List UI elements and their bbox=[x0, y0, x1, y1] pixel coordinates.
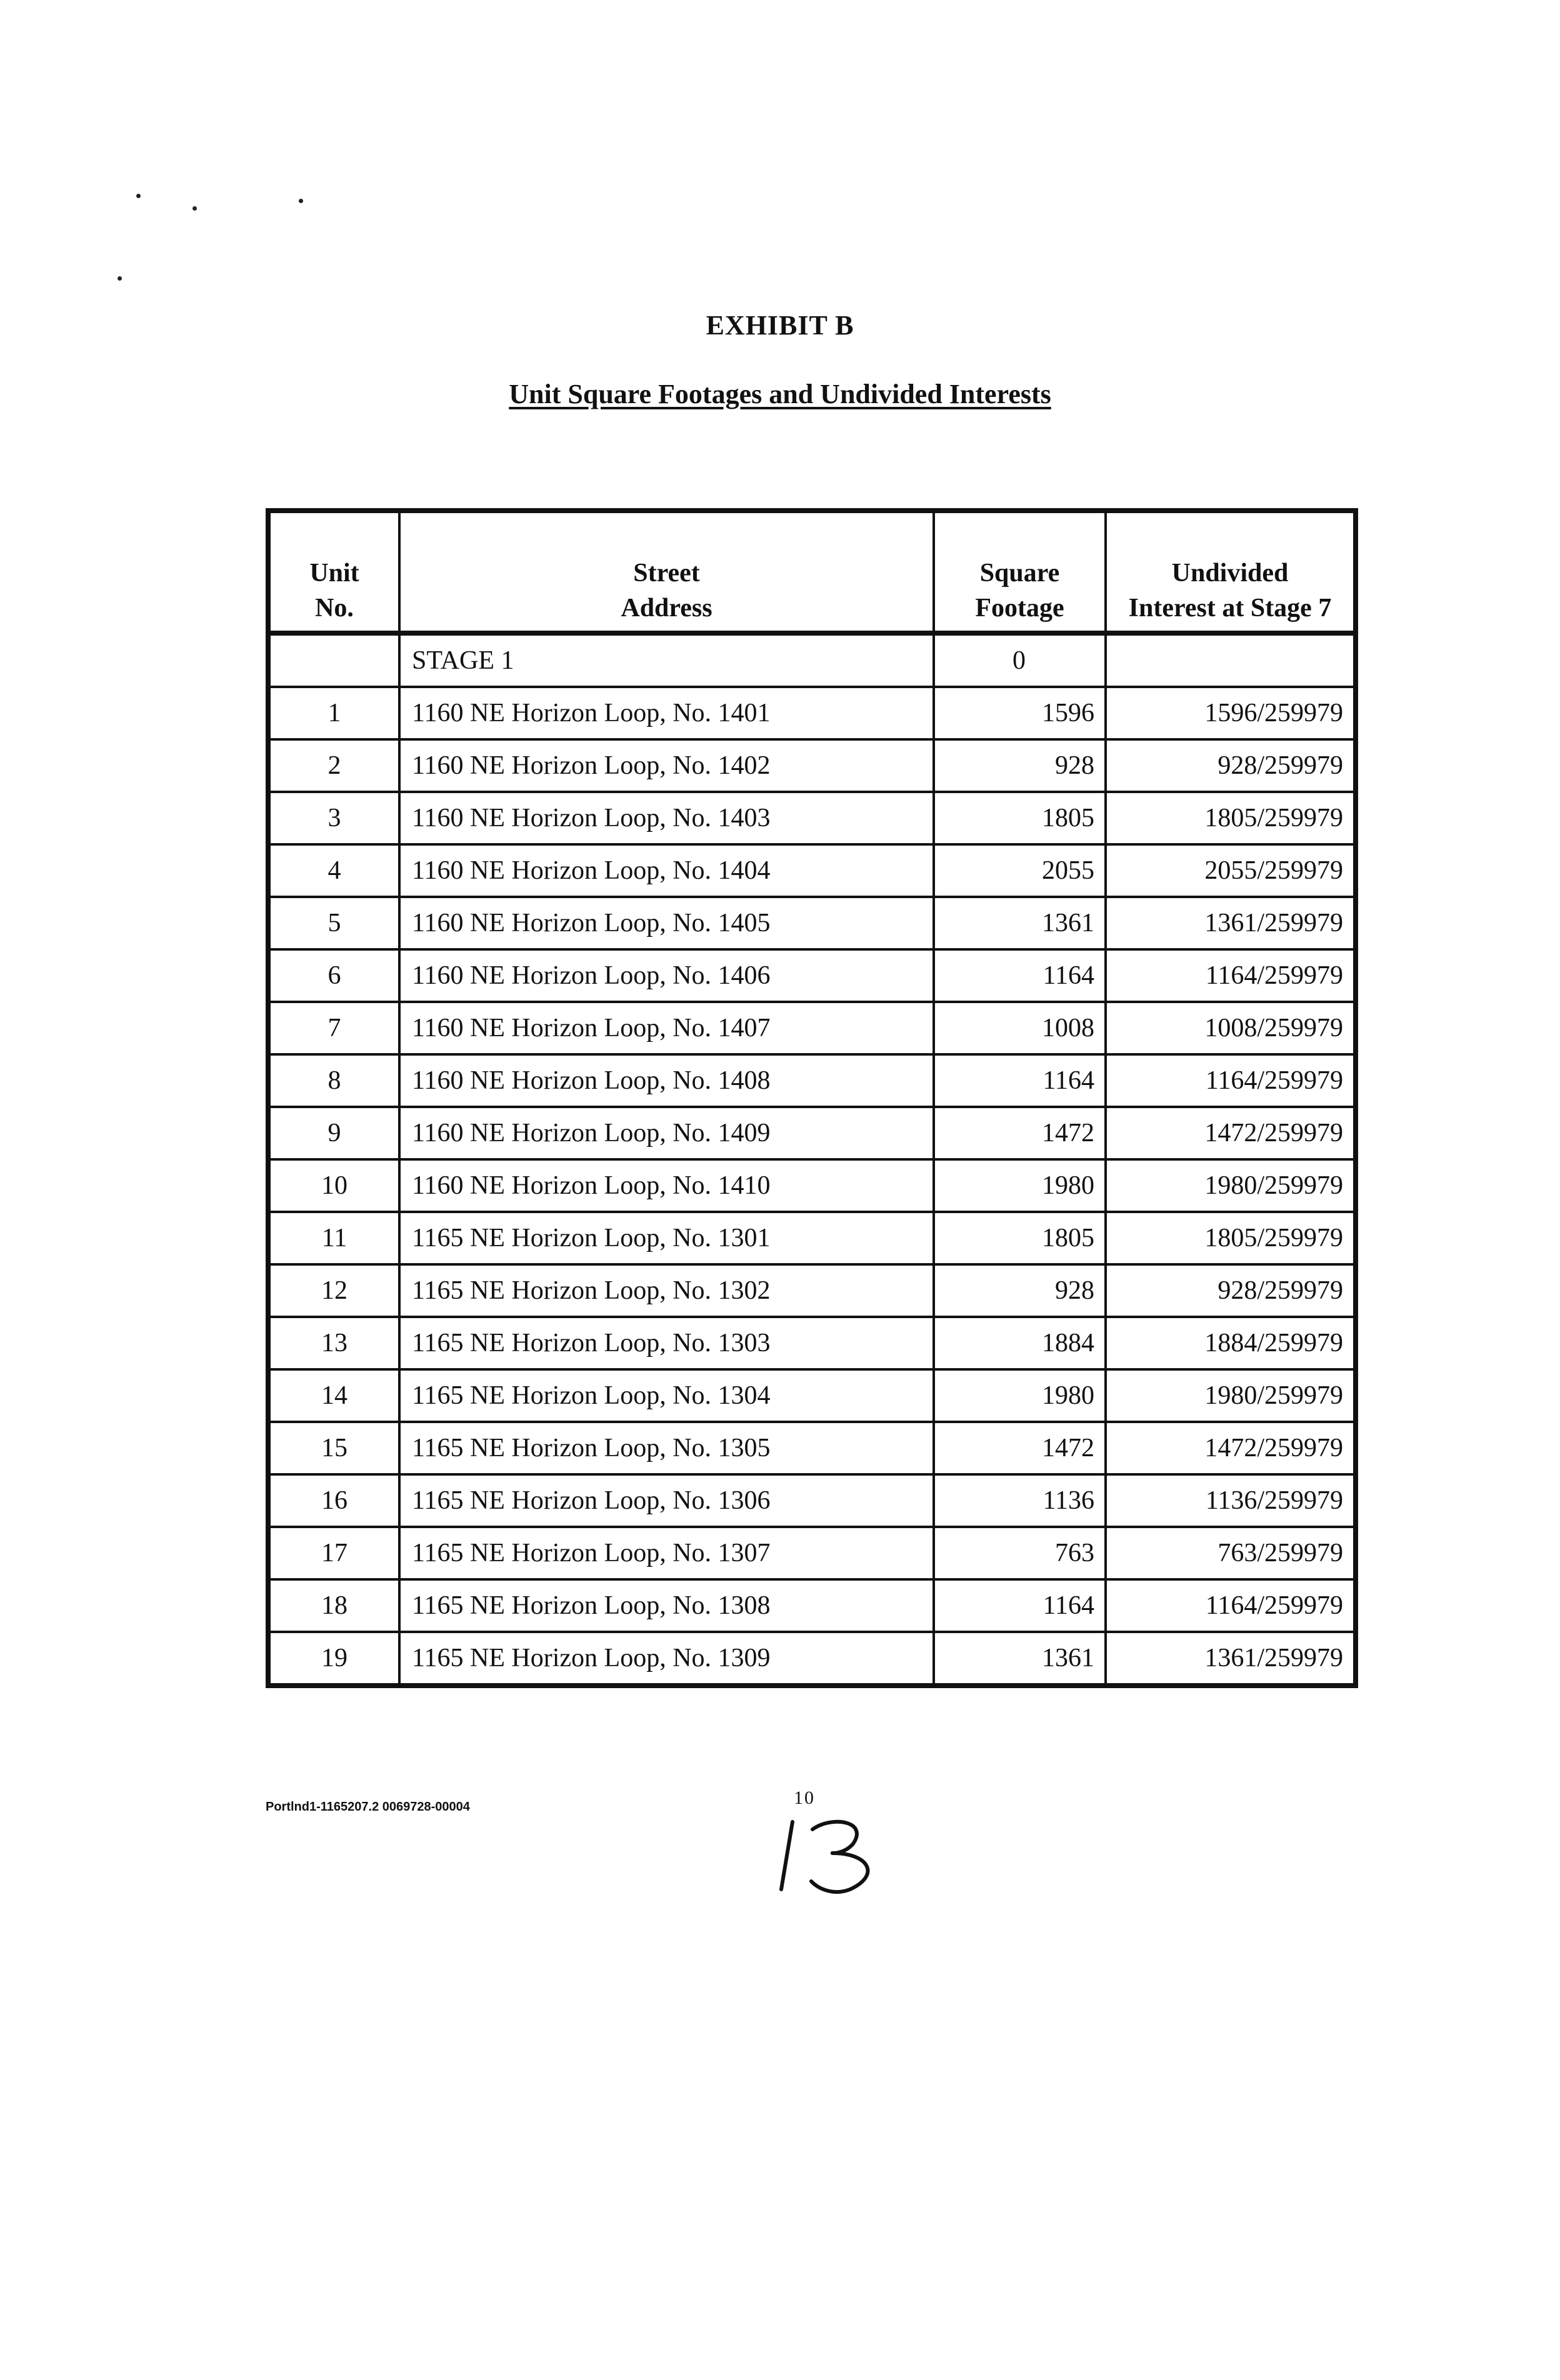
stage-interest bbox=[1106, 633, 1356, 687]
table-row bbox=[268, 1317, 1356, 1369]
table-header-row bbox=[268, 511, 1356, 633]
handwritten-page-number bbox=[775, 1816, 894, 1897]
page-number: 10 bbox=[794, 1788, 815, 1808]
square-footage-cell: 1136 bbox=[934, 1474, 1106, 1527]
undivided-interest-cell: 1980/259979 bbox=[1106, 1159, 1356, 1212]
street-address-cell: 1160 NE Horizon Loop, No. 1405 bbox=[399, 897, 934, 949]
square-footage-cell: 763 bbox=[934, 1527, 1106, 1579]
square-footage-cell: 1884 bbox=[934, 1317, 1106, 1369]
square-footage-cell: 928 bbox=[934, 739, 1106, 792]
unit-number-cell: 4 bbox=[268, 844, 399, 897]
table-row bbox=[268, 1264, 1356, 1317]
stage-label: STAGE 1 bbox=[399, 633, 934, 687]
undivided-interest-cell: 1164/259979 bbox=[1106, 1054, 1356, 1107]
unit-number-cell: 11 bbox=[268, 1212, 399, 1264]
undivided-interest-cell: 2055/259979 bbox=[1106, 844, 1356, 897]
square-footage-cell: 1164 bbox=[934, 1579, 1106, 1632]
unit-number-cell: 13 bbox=[268, 1317, 399, 1369]
table-row bbox=[268, 1369, 1356, 1422]
unit-number-cell: 18 bbox=[268, 1579, 399, 1632]
undivided-interest-cell: 1361/259979 bbox=[1106, 897, 1356, 949]
square-footage-cell: 1008 bbox=[934, 1002, 1106, 1054]
undivided-interest-cell: 928/259979 bbox=[1106, 739, 1356, 792]
stage-row bbox=[268, 633, 1356, 687]
scan-speck bbox=[192, 206, 197, 211]
square-footage-cell: 1805 bbox=[934, 1212, 1106, 1264]
square-footage-cell: 1980 bbox=[934, 1159, 1106, 1212]
street-address-cell: 1160 NE Horizon Loop, No. 1402 bbox=[399, 739, 934, 792]
table-row bbox=[268, 792, 1356, 844]
undivided-interest-cell: 1884/259979 bbox=[1106, 1317, 1356, 1369]
square-footage-cell: 1472 bbox=[934, 1422, 1106, 1474]
unit-number-cell: 10 bbox=[268, 1159, 399, 1212]
street-address-cell: 1160 NE Horizon Loop, No. 1404 bbox=[399, 844, 934, 897]
table-row bbox=[268, 949, 1356, 1002]
header-square-footage: Square Footage bbox=[934, 511, 1106, 633]
square-footage-cell: 1472 bbox=[934, 1107, 1106, 1159]
unit-number-cell: 6 bbox=[268, 949, 399, 1002]
street-address-cell: 1165 NE Horizon Loop, No. 1303 bbox=[399, 1317, 934, 1369]
unit-number-cell: 1 bbox=[268, 687, 399, 739]
unit-number-cell: 17 bbox=[268, 1527, 399, 1579]
undivided-interest-cell: 928/259979 bbox=[1106, 1264, 1356, 1317]
table-row bbox=[268, 1054, 1356, 1107]
header-street-address: Street Address bbox=[399, 511, 934, 633]
undivided-interest-cell: 763/259979 bbox=[1106, 1527, 1356, 1579]
undivided-interest-cell: 1472/259979 bbox=[1106, 1422, 1356, 1474]
document-id: Portlnd1-1165207.2 0069728-00004 bbox=[266, 1800, 470, 1814]
square-footage-cell: 1164 bbox=[934, 1054, 1106, 1107]
unit-number-cell: 12 bbox=[268, 1264, 399, 1317]
street-address-cell: 1165 NE Horizon Loop, No. 1306 bbox=[399, 1474, 934, 1527]
exhibit-title: EXHIBIT B bbox=[706, 310, 854, 341]
street-address-cell: 1165 NE Horizon Loop, No. 1308 bbox=[399, 1579, 934, 1632]
scan-speck bbox=[299, 199, 303, 203]
undivided-interest-cell: 1008/259979 bbox=[1106, 1002, 1356, 1054]
unit-number-cell: 16 bbox=[268, 1474, 399, 1527]
stage-footage: 0 bbox=[934, 633, 1106, 687]
unit-table bbox=[266, 508, 1358, 1688]
table-row bbox=[268, 739, 1356, 792]
table-row bbox=[268, 1159, 1356, 1212]
square-footage-cell: 1164 bbox=[934, 949, 1106, 1002]
street-address-cell: 1160 NE Horizon Loop, No. 1406 bbox=[399, 949, 934, 1002]
street-address-cell: 1160 NE Horizon Loop, No. 1409 bbox=[399, 1107, 934, 1159]
street-address-cell: 1160 NE Horizon Loop, No. 1407 bbox=[399, 1002, 934, 1054]
header-undivided-interest: Undivided Interest at Stage 7 bbox=[1106, 511, 1356, 633]
square-footage-cell: 1980 bbox=[934, 1369, 1106, 1422]
table-row bbox=[268, 1002, 1356, 1054]
unit-number-cell: 15 bbox=[268, 1422, 399, 1474]
unit-number-cell: 2 bbox=[268, 739, 399, 792]
street-address-cell: 1165 NE Horizon Loop, No. 1301 bbox=[399, 1212, 934, 1264]
square-footage-cell: 1596 bbox=[934, 687, 1106, 739]
street-address-cell: 1160 NE Horizon Loop, No. 1403 bbox=[399, 792, 934, 844]
unit-number-cell: 3 bbox=[268, 792, 399, 844]
square-footage-cell: 1361 bbox=[934, 897, 1106, 949]
scan-speck bbox=[136, 194, 141, 198]
unit-number-cell: 9 bbox=[268, 1107, 399, 1159]
undivided-interest-cell: 1596/259979 bbox=[1106, 687, 1356, 739]
unit-number-cell: 8 bbox=[268, 1054, 399, 1107]
unit-number-cell: 5 bbox=[268, 897, 399, 949]
undivided-interest-cell: 1361/259979 bbox=[1106, 1632, 1356, 1686]
square-footage-cell: 1805 bbox=[934, 792, 1106, 844]
street-address-cell: 1165 NE Horizon Loop, No. 1302 bbox=[399, 1264, 934, 1317]
table-row bbox=[268, 844, 1356, 897]
table-row bbox=[268, 1527, 1356, 1579]
undivided-interest-cell: 1164/259979 bbox=[1106, 949, 1356, 1002]
street-address-cell: 1160 NE Horizon Loop, No. 1410 bbox=[399, 1159, 934, 1212]
stage-unit-cell bbox=[268, 633, 399, 687]
undivided-interest-cell: 1805/259979 bbox=[1106, 792, 1356, 844]
square-footage-cell: 1361 bbox=[934, 1632, 1106, 1686]
unit-number-cell: 7 bbox=[268, 1002, 399, 1054]
table-row bbox=[268, 1107, 1356, 1159]
street-address-cell: 1160 NE Horizon Loop, No. 1408 bbox=[399, 1054, 934, 1107]
table-row bbox=[268, 1422, 1356, 1474]
street-address-cell: 1160 NE Horizon Loop, No. 1401 bbox=[399, 687, 934, 739]
undivided-interest-cell: 1472/259979 bbox=[1106, 1107, 1356, 1159]
unit-number-cell: 19 bbox=[268, 1632, 399, 1686]
unit-number-cell: 14 bbox=[268, 1369, 399, 1422]
street-address-cell: 1165 NE Horizon Loop, No. 1304 bbox=[399, 1369, 934, 1422]
table-row bbox=[268, 1579, 1356, 1632]
table-row bbox=[268, 897, 1356, 949]
square-footage-cell: 928 bbox=[934, 1264, 1106, 1317]
undivided-interest-cell: 1136/259979 bbox=[1106, 1474, 1356, 1527]
undivided-interest-cell: 1805/259979 bbox=[1106, 1212, 1356, 1264]
square-footage-cell: 2055 bbox=[934, 844, 1106, 897]
street-address-cell: 1165 NE Horizon Loop, No. 1305 bbox=[399, 1422, 934, 1474]
undivided-interest-cell: 1164/259979 bbox=[1106, 1579, 1356, 1632]
scan-speck bbox=[118, 276, 122, 281]
exhibit-subtitle: Unit Square Footages and Undivided Interests bbox=[509, 379, 1051, 409]
street-address-cell: 1165 NE Horizon Loop, No. 1307 bbox=[399, 1527, 934, 1579]
header-unit-no: Unit No. bbox=[268, 511, 399, 633]
table-row bbox=[268, 1212, 1356, 1264]
street-address-cell: 1165 NE Horizon Loop, No. 1309 bbox=[399, 1632, 934, 1686]
table-row bbox=[268, 1474, 1356, 1527]
table-row bbox=[268, 687, 1356, 739]
table-row bbox=[268, 1632, 1356, 1686]
undivided-interest-cell: 1980/259979 bbox=[1106, 1369, 1356, 1422]
